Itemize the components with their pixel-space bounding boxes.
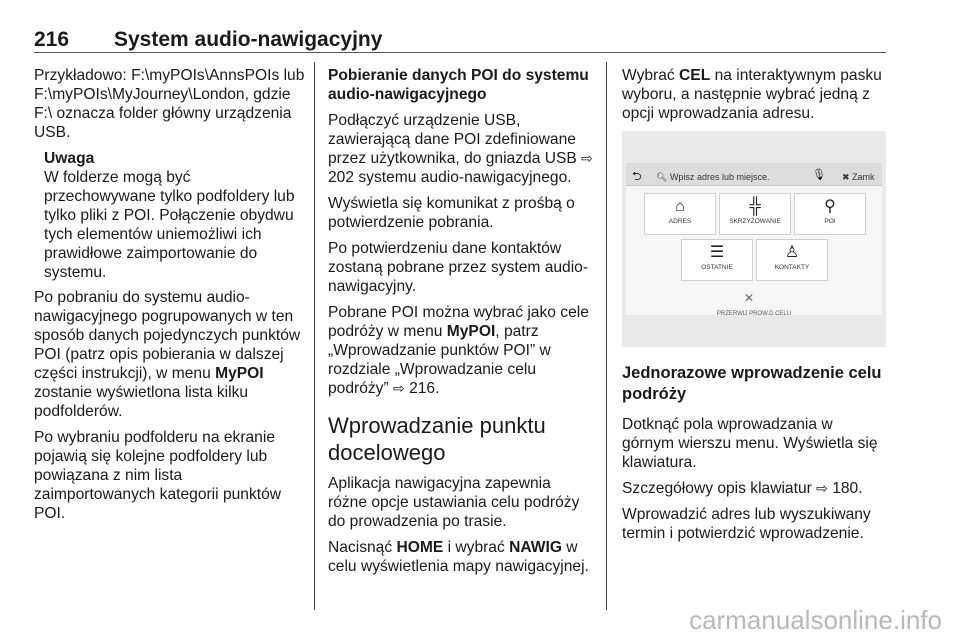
paragraph: Wprowadzić adres lub wyszukiwany termin i potwierdzić wprowadzenie. bbox=[622, 506, 871, 542]
tile-label: POI bbox=[824, 218, 836, 225]
cancel-guidance-icon[interactable]: ✕ bbox=[744, 291, 755, 305]
text-run: Szczegółowy opis klawiatur bbox=[622, 480, 817, 497]
note-title: Uwaga bbox=[44, 150, 95, 167]
paragraph: Przykładowo: F:\myPOIs\AnnsPOIs lub F:\myPOIs\MyJourney\London, gdzie F:\ oznacza folder główny urządzenia USB. bbox=[34, 67, 305, 141]
screen-display bbox=[626, 163, 882, 315]
paragraph: Po potwierdzeniu dane kontaktów zostaną pobrane przez system audio-nawigacyjny. bbox=[328, 240, 589, 295]
page-number: 216 bbox=[34, 28, 70, 51]
tile-contacts[interactable] bbox=[756, 239, 828, 281]
tile-recent[interactable] bbox=[681, 239, 753, 281]
back-icon[interactable]: ⮌ bbox=[632, 169, 642, 183]
button-name: CEL bbox=[679, 67, 711, 84]
text-run: Po pobraniu do systemu audio-nawigacyjnego pogrupowanych w ten sposób danych pojedynczych punktów POI (patrz opis pobierania w dalszej części instrukcji), w menu bbox=[34, 289, 301, 382]
chapter-title: System audio-nawigacyjny bbox=[114, 28, 383, 51]
search-icon: 🔍︎ bbox=[656, 172, 670, 182]
close-button[interactable] bbox=[842, 168, 875, 187]
paragraph bbox=[328, 538, 594, 576]
home-icon: ⌂ bbox=[675, 198, 685, 215]
poi-pin-icon: ⚲ bbox=[824, 198, 836, 215]
text-run: i wybrać bbox=[443, 539, 510, 556]
column-2 bbox=[328, 66, 594, 583]
cancel-guidance-label[interactable]: PRZERWIJ PROW.D.CELU bbox=[716, 311, 792, 317]
button-name: HOME bbox=[396, 539, 444, 556]
text-run: Nacisnąć bbox=[328, 539, 397, 556]
text-run: 180. bbox=[827, 480, 863, 497]
paragraph bbox=[328, 111, 594, 187]
menu-name: MyPOI bbox=[446, 323, 496, 340]
page-header bbox=[34, 26, 886, 52]
section-heading: Wprowadzanie punktu docelowego bbox=[328, 413, 546, 465]
text-run: na interaktywnym pasku wyboru, a następnie wybrać jedną z opcji wprowadzania adresu. bbox=[622, 67, 882, 122]
watermark: carmanualsonline.info bbox=[689, 605, 942, 635]
paragraph bbox=[622, 479, 888, 498]
sub-heading: Jednorazowe wprowadzenie celu podróży bbox=[622, 364, 882, 403]
paragraph: Dotknąć pola wprowadzania w górnym wierszu menu. Wyświetla się klawiatura. bbox=[622, 416, 878, 471]
column-divider-1 bbox=[314, 62, 315, 610]
paragraph: Wyświetla się komunikat z prośbą o potwierdzenie pobrania. bbox=[328, 195, 575, 231]
column-1 bbox=[34, 66, 306, 530]
search-input[interactable] bbox=[656, 168, 769, 187]
tile-label: ADRES bbox=[668, 218, 692, 225]
navigation-screen-figure bbox=[622, 131, 886, 347]
tile-address[interactable] bbox=[644, 193, 716, 235]
menu-name: MyPOI bbox=[215, 365, 264, 382]
close-label: Zamk bbox=[852, 172, 875, 182]
paragraph: Po wybraniu podfolderu na ekranie pojawią się kolejne podfoldery lub powiązana z nim lista zaimportowanych kategorii punktów POI. bbox=[34, 429, 282, 522]
text-run: w celu wyświetlenia mapy nawigacyjnej. bbox=[328, 539, 589, 575]
tile-label: KONTAKTY bbox=[774, 264, 810, 271]
text-run: zostanie wyświetlona lista kilku podfolderów. bbox=[34, 384, 249, 420]
column-divider-2 bbox=[606, 62, 607, 610]
tile-intersection[interactable] bbox=[719, 193, 791, 235]
text-run: 216. bbox=[404, 380, 440, 397]
contact-person-icon: ♙ bbox=[784, 244, 800, 261]
button-name: NAWIG bbox=[509, 539, 562, 556]
recent-list-icon: ☰ bbox=[709, 244, 725, 261]
note-box bbox=[44, 149, 306, 282]
tile-label: OSTATNIE bbox=[701, 264, 733, 271]
page-ref-arrow-icon: ⇨ bbox=[581, 150, 593, 166]
tile-poi[interactable] bbox=[794, 193, 866, 235]
intersection-icon: ╬ bbox=[749, 198, 761, 215]
text-run: , patrz „Wprowadzanie punktów POI” w rozdziale „Wprowadzanie celu podróży” bbox=[328, 323, 551, 397]
page-ref-arrow-icon: ⇨ bbox=[393, 380, 405, 396]
page-ref-arrow-icon: ⇨ bbox=[816, 480, 828, 496]
paragraph bbox=[328, 303, 594, 398]
header-rule bbox=[34, 52, 886, 53]
text-run: Pobrane POI można wybrać jako cele podróży w menu bbox=[328, 304, 589, 340]
paragraph bbox=[34, 288, 306, 421]
microphone-icon[interactable]: 🎙︎ bbox=[812, 169, 826, 181]
search-placeholder: Wpisz adres lub miejsce. bbox=[669, 172, 770, 182]
close-icon: ✖ bbox=[842, 172, 853, 182]
note-text: W folderze mogą być przechowywane tylko podfoldery lub tylko pliki z POI. Połączenie obydwu tych elementów uniemożliwi ich prawidłowe zaimportowanie do systemu. bbox=[44, 169, 295, 281]
paragraph: Aplikacja nawigacyjna zapewnia różne opcje ustawiania celu podróży do prowadzenia po trasie. bbox=[328, 475, 580, 530]
paragraph bbox=[622, 66, 888, 123]
text-run: 202 systemu audio-nawigacyjnego. bbox=[328, 169, 572, 186]
tile-label: SKRZYŻOWANIE bbox=[729, 218, 781, 225]
sub-heading: Pobieranie danych POI do systemu audio-nawigacyjnego bbox=[328, 67, 589, 103]
text-run: Wybrać bbox=[622, 67, 680, 84]
screen-top-bar bbox=[626, 163, 882, 186]
column-3 bbox=[622, 66, 888, 550]
text-run: Podłączyć urządzenie USB, zawierającą dane POI zdefiniowane przez użytkownika, do gniazda USB bbox=[328, 112, 582, 167]
